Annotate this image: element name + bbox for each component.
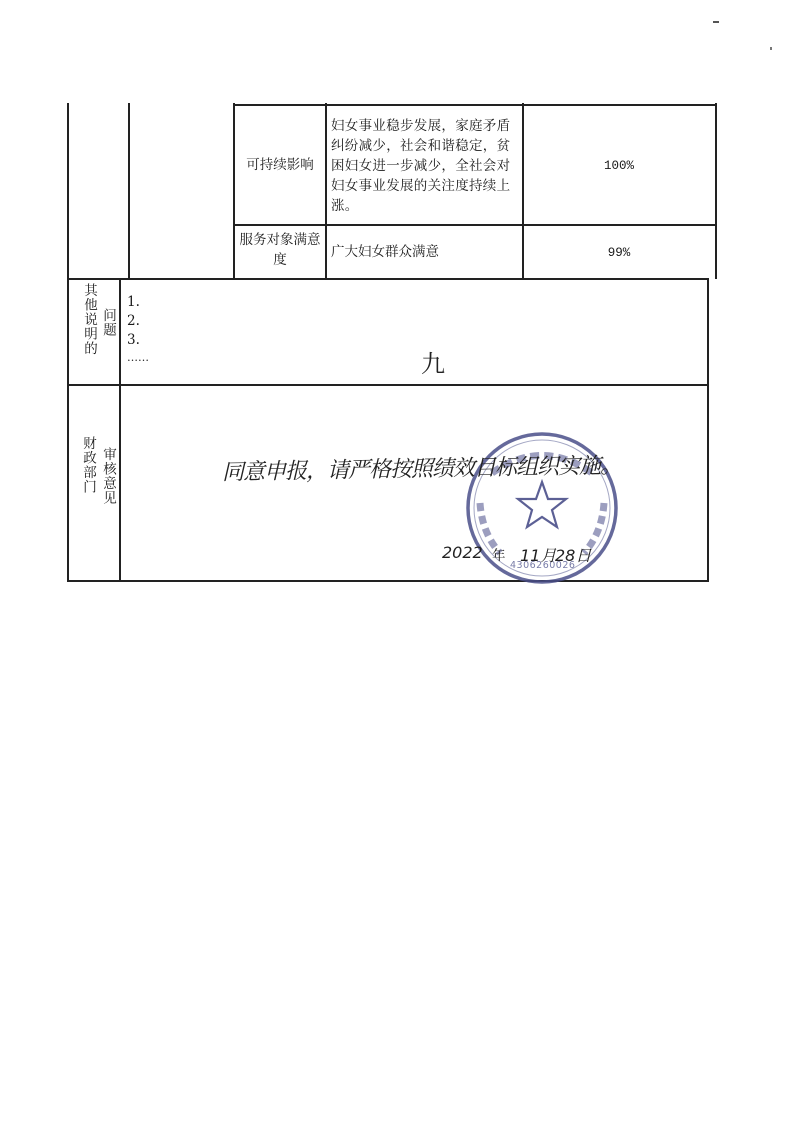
table-border [715, 103, 717, 279]
table-border [233, 104, 717, 106]
other-section-sublabel: 问题 [100, 308, 116, 337]
other-section-label: 其他说明的 [81, 283, 97, 356]
indicator-sustainable-impact: 可持续影响 [246, 157, 314, 173]
finance-section-sublabel: 审核意见 [100, 447, 116, 505]
table-border [67, 103, 69, 581]
seal-serial: 4306260026 [510, 560, 576, 571]
page-number-mark: 九 [421, 350, 445, 378]
other-item: 1. [127, 294, 140, 310]
table-border [67, 384, 708, 386]
indicator-value: 99% [607, 246, 631, 260]
other-item: 2. [127, 313, 140, 329]
scan-speck [770, 47, 772, 50]
date-year: 2022 [442, 543, 483, 562]
date-month: 11月 [520, 546, 557, 565]
scan-speck [713, 21, 719, 23]
table-border [707, 278, 709, 582]
indicator-satisfaction: 服务对象满意度 [239, 232, 321, 268]
table-border [128, 103, 130, 279]
table-border [325, 103, 327, 279]
table-border [233, 103, 235, 279]
other-item: …… [127, 351, 149, 364]
finance-section-label: 财政部门 [80, 436, 96, 494]
table-border [67, 278, 708, 280]
date-day: 28日 [555, 546, 592, 565]
handwritten-opinion: 同意申报，请严格按照绩效目标组织实施。 [221, 453, 622, 486]
other-item: 3. [127, 332, 140, 348]
table-border [233, 224, 717, 226]
indicator-description: 妇女事业稳步发展，家庭矛盾纠纷减少，社会和谐稳定，贫困妇女进一步减少，全社会对妇女事业发展的关注度持续上涨。 [331, 118, 511, 214]
date-year-label: 年 [492, 548, 506, 564]
indicator-description: 广大妇女群众满意 [331, 244, 439, 260]
table-border [119, 278, 121, 582]
table-border [522, 103, 524, 279]
indicator-value: 100% [603, 159, 634, 173]
